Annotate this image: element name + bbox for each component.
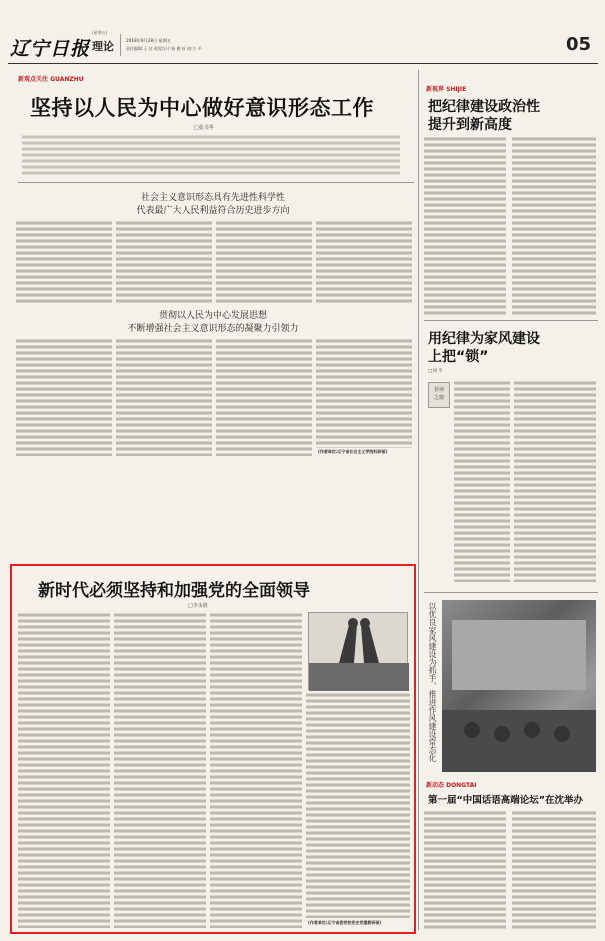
right-mid-article <box>424 322 598 590</box>
right-top-article <box>424 70 598 320</box>
raised-hands-illustration <box>309 613 409 691</box>
column-divider <box>418 70 419 930</box>
right-headline-2: 提升到新高度 <box>428 117 512 133</box>
body-col-1 <box>16 220 112 304</box>
body-col-6 <box>116 338 212 456</box>
body-col-8 <box>316 338 412 448</box>
right-mid-col-1 <box>454 380 510 582</box>
date-line: 2018年9月28日 星期五 <box>126 38 172 43</box>
source-note: (作者单位:辽宁省社会主义学院科研部) <box>318 449 388 454</box>
editors-line: 责任编辑:王 佳 视觉设计:杨 柳 检 校:方 平 <box>126 46 202 51</box>
feature-col-2 <box>114 612 206 928</box>
feature-col-4 <box>306 692 410 918</box>
section-tag: 新观点关注 GUANZHU <box>18 76 84 83</box>
subhead-3: 贯彻以人民为中心发展思想 <box>158 311 267 321</box>
feature-col-3 <box>210 612 302 928</box>
right-divider-2 <box>424 592 598 593</box>
section-tag-right: 新视界 SHIJIE <box>426 86 467 93</box>
body-col-4 <box>316 220 412 304</box>
right-mid-headline-2: 上把“锁” <box>428 349 489 365</box>
right-mid-col-2 <box>514 380 596 582</box>
feature-col-1 <box>18 612 110 928</box>
newspaper-logo: 辽宁日报 <box>10 38 91 60</box>
section-tag-event: 新动态 DONGTAI <box>426 782 477 789</box>
article-byline: □张书华 <box>194 125 214 131</box>
side-caption: 以优良家风建设为抓手，推进作风建设常态化 <box>428 602 437 762</box>
body-col-5 <box>16 338 112 456</box>
feature-illustration <box>308 612 408 690</box>
lead-divider <box>18 182 414 183</box>
body-col-3 <box>216 220 312 304</box>
feature-source-note: (作者单位:辽宁省委党校党史党建教研部) <box>308 920 382 925</box>
article-headline: 坚持以人民为中心做好意识形态工作 <box>30 96 374 120</box>
feature-byline: □李永胜 <box>188 603 208 609</box>
right-mid-headline-1: 用纪律为家风建设 <box>428 331 540 347</box>
right-mid-byline: □刘 平 <box>428 369 443 374</box>
right-bottom <box>424 596 598 936</box>
feature-article <box>10 564 416 934</box>
issue-label: (星期五) <box>92 30 108 35</box>
lead-paragraph <box>22 134 400 176</box>
event-col-2 <box>512 810 596 930</box>
body-col-2 <box>116 220 212 304</box>
section-name: 理论 <box>92 40 114 53</box>
right-body-col-1 <box>424 136 506 316</box>
event-col-1 <box>424 810 506 930</box>
subhead-4: 不断增强社会主义意识形态的凝聚力引领力 <box>127 324 299 334</box>
masthead <box>8 30 598 64</box>
subhead-2: 代表最广大人民利益符合历史进步方向 <box>136 206 290 216</box>
right-body-col-2 <box>512 136 596 316</box>
conference-photo-icon <box>442 600 596 772</box>
subhead-1: 社会主义意识形态具有先进性科学性 <box>140 193 285 203</box>
right-divider-1 <box>424 320 598 321</box>
page-number: 05 <box>566 34 592 55</box>
body-col-7 <box>216 338 312 456</box>
masthead-divider <box>120 34 121 56</box>
masthead-rule <box>8 63 598 64</box>
event-headline: 第一届“中国话语高端论坛”在沈举办 <box>428 795 583 806</box>
column-badge-label: 荐读 之窗 <box>433 387 444 401</box>
right-headline-1: 把纪律建设政治性 <box>428 99 540 115</box>
feature-headline: 新时代必须坚持和加强党的全面领导 <box>38 581 310 601</box>
column-badge <box>428 382 450 408</box>
event-photo <box>442 600 596 772</box>
